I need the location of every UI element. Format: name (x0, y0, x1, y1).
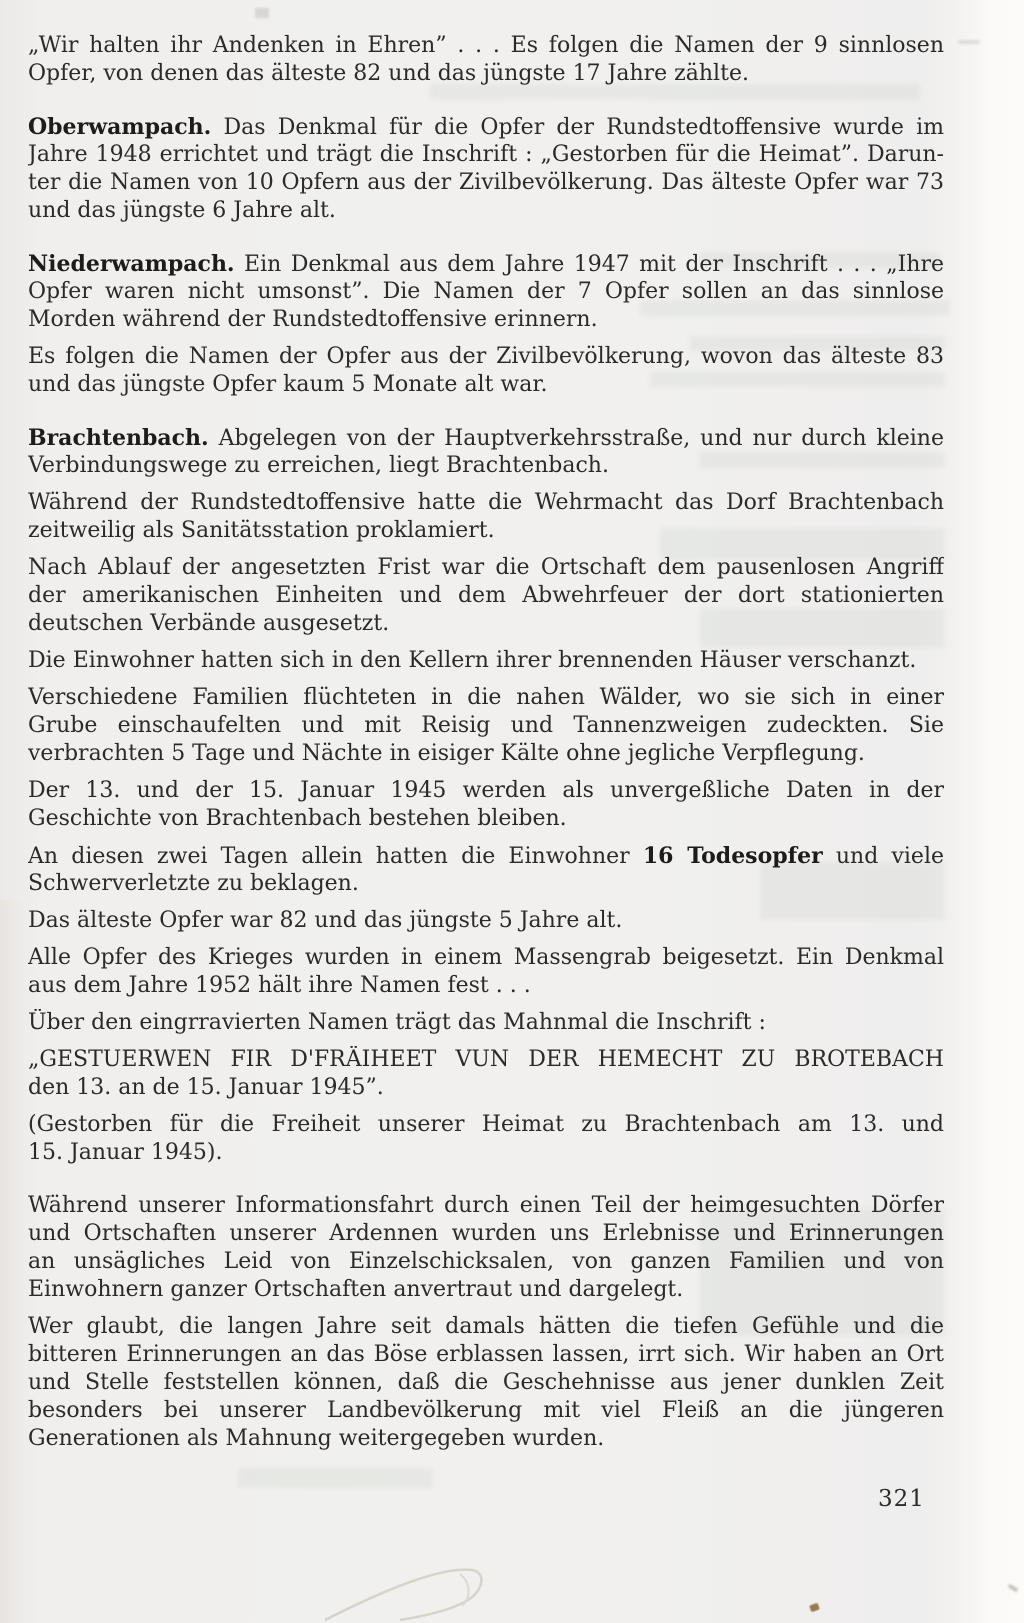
text-line (28, 684, 944, 712)
text-line (28, 343, 944, 371)
text-line (28, 1313, 944, 1341)
paragraph-ueber-den-namen (28, 1009, 944, 1037)
text-line (28, 1139, 944, 1167)
scan-speck (809, 1603, 820, 1613)
text-line (28, 1074, 944, 1102)
text-line (28, 1397, 944, 1425)
body-text: Das älteste Opfer war 82 und das jüngste 5 Jahre alt. (28, 908, 623, 933)
text-line (28, 489, 944, 517)
body-text: aus dem Jahre 1952 hält ihre Namen fest . . . (28, 973, 531, 998)
text-line (28, 306, 944, 334)
text-line (28, 424, 944, 452)
body-text: Während der Rundstedtoffensive hatte die Wehrmacht das Dorf Brachtenbach (28, 490, 944, 515)
paragraph-niederwampach (28, 250, 944, 334)
body-text: Das Denkmal für die Opfer der Rundstedtoffensive wurde im (211, 115, 944, 140)
text-line (28, 250, 944, 278)
body-text: und das jüngste 6 Jahre alt. (28, 198, 336, 223)
paragraph-brachtenbach (28, 424, 944, 480)
paragraph-wer-glaubt (28, 1313, 944, 1453)
text-line (28, 647, 944, 675)
text-line (28, 32, 944, 60)
text-line (28, 113, 944, 141)
text-column (28, 32, 944, 1462)
text-line (28, 805, 944, 833)
text-line (28, 371, 944, 399)
body-text: 15. Januar 1945). (28, 1140, 223, 1165)
paragraph-alle-opfer (28, 944, 944, 1000)
body-text: Wer glaubt, die langen Jahre seit damals hätten die tiefen Gefühle und die (28, 1314, 944, 1339)
bold-text: Brachtenbach. (28, 425, 209, 451)
body-text: Geschichte von Brachtenbach bestehen bleiben. (28, 806, 567, 831)
body-text: und viele (822, 844, 944, 869)
body-text: Verschiedene Familien flüchteten in die nahen Wälder, wo sie sich in einer (28, 685, 944, 710)
text-line (28, 278, 944, 306)
body-text: Grube einschaufelten und mit Reisig und Tannenzweigen zudeckten. Sie (28, 713, 944, 738)
scan-speck (958, 40, 980, 44)
body-text: An diesen zwei Tagen allein hatten die Einwohner (28, 844, 643, 869)
text-line (28, 907, 944, 935)
text-line (28, 1009, 944, 1037)
body-text: Einwohnern ganzer Ortschaften anvertraut und dargelegt. (28, 1277, 684, 1302)
body-text: und Ortschaften unserer Ardennen wurden uns Erlebnisse und Erinnerungen (28, 1221, 944, 1246)
body-text: besonders bei unserer Landbevölkerung mit viel Fleiß an die jüngeren (28, 1398, 944, 1423)
paragraph-die-einwohner (28, 647, 944, 675)
paragraph-verschiedene-familien (28, 684, 944, 768)
body-text: und das jüngste Opfer kaum 5 Monate alt war. (28, 372, 548, 397)
bold-text: Oberwampach. (28, 114, 212, 140)
paragraph-der-13-und-15 (28, 777, 944, 833)
body-text: verbrachten 5 Tage und Nächte in eisiger Kälte ohne jegliche Verpflegung. (28, 741, 865, 766)
text-line (28, 712, 944, 740)
body-text: „GESTUERWEN FIR D'FRÄIHEET VUN DER HEMECHT ZU BROTEBACH (28, 1047, 944, 1072)
body-text: Es folgen die Namen der Opfer aus der Zivilbevölkerung, wovon das älteste 83 (28, 344, 944, 369)
text-line (28, 1369, 944, 1397)
text-line (28, 842, 944, 870)
body-text: Jahre 1948 errichtet und trägt die Inschrift : „Gestorben für die Heimat”. Darun- (28, 142, 944, 167)
text-line (28, 141, 944, 169)
text-line (28, 582, 944, 610)
text-line (28, 1341, 944, 1369)
body-text: Opfer waren nicht umsonst”. Die Namen der 7 Opfer sollen an das sinnlose (28, 279, 944, 304)
text-line (28, 169, 944, 197)
text-line (28, 554, 944, 582)
text-line (28, 1111, 944, 1139)
paragraph-es-folgen (28, 343, 944, 399)
body-text: ter die Namen von 10 Opfern aus der Zivilbevölkerung. Das älteste Opfer war 73 (28, 170, 944, 195)
body-text: den 13. an de 15. Januar 1945”. (28, 1075, 384, 1100)
text-line (28, 870, 944, 898)
body-text: (Gestorben für die Freiheit unserer Heimat zu Brachtenbach am 13. und (28, 1112, 944, 1137)
body-text: Der 13. und der 15. Januar 1945 werden als unvergeßliche Daten in der (28, 778, 944, 803)
body-text: „Wir halten ihr Andenken in Ehren” . . . Es folgen die Namen der 9 sinnlosen (28, 33, 944, 58)
page-number: 321 (878, 1486, 925, 1512)
text-line (28, 944, 944, 972)
text-line (28, 1425, 944, 1453)
page-edge-shading (0, 900, 26, 1623)
body-text: zeitweilig als Sanitätsstation proklamiert. (28, 518, 495, 543)
scan-speck (255, 8, 269, 18)
paragraph-nach-ablauf (28, 554, 944, 638)
text-line (28, 972, 944, 1000)
text-line (28, 1248, 944, 1276)
paragraph-inschrift-letzebuergesch (28, 1046, 944, 1102)
scan-speck (1008, 1584, 1019, 1592)
text-line (28, 610, 944, 638)
body-text: und Stelle feststellen können, daß die Geschehnisse aus jener dunklen Zeit (28, 1370, 944, 1395)
pencil-mark-artifact (320, 1552, 560, 1622)
paragraph-inschrift-uebersetzung (28, 1111, 944, 1167)
paragraph-an-diesen-zwei-tagen (28, 842, 944, 898)
body-text: Alle Opfer des Krieges wurden in einem Massengrab beigesetzt. Ein Denkmal (28, 945, 944, 970)
text-line (28, 452, 944, 480)
body-text: Verbindungswege zu erreichen, liegt Brachtenbach. (28, 453, 609, 478)
bold-text: 16 Todesopfer (642, 843, 823, 869)
body-text: Schwerverletzte zu beklagen. (28, 871, 359, 896)
text-line (28, 60, 944, 88)
text-line (28, 740, 944, 768)
text-line (28, 1046, 944, 1074)
body-text: Generationen als Mahnung weitergegeben wurden. (28, 1426, 605, 1451)
text-line (28, 1276, 944, 1304)
bold-text: Niederwampach. (28, 251, 235, 277)
body-text: Nach Ablauf der angesetzten Frist war die Ortschaft dem pausenlosen Angriff (28, 555, 944, 580)
text-line (28, 517, 944, 545)
body-text: an unsägliches Leid von Einzelschicksalen, von ganzen Familien und von (28, 1249, 944, 1274)
body-text: Morden während der Rundstedtoffensive erinnern. (28, 307, 598, 332)
paragraph-intro (28, 32, 944, 88)
body-text: Die Einwohner hatten sich in den Kellern ihrer brennenden Häuser verschanzt. (28, 648, 917, 673)
text-line (28, 197, 944, 225)
paragraph-oberwampach (28, 113, 944, 225)
body-text: Abgelegen von der Hauptverkehrsstraße, und nur durch kleine (208, 426, 944, 451)
text-line (28, 1192, 944, 1220)
body-text: Ein Denkmal aus dem Jahre 1947 mit der Inschrift . . . „Ihre (234, 252, 944, 277)
paragraph-waehrend-rundstedt (28, 489, 944, 545)
show-through-artifact (238, 1468, 433, 1488)
text-line (28, 1220, 944, 1248)
text-line (28, 777, 944, 805)
body-text: Opfer, von denen das älteste 82 und das jüngste 17 Jahre zählte. (28, 61, 749, 86)
body-text: Während unserer Informationsfahrt durch einen Teil der heimgesuchten Dörfer (28, 1193, 944, 1218)
paragraph-informationsfahrt (28, 1192, 944, 1304)
body-text: bitteren Erinnerungen an das Böse erblassen lassen, irrt sich. Wir haben an Ort (28, 1342, 944, 1367)
paragraph-das-aelteste-opfer (28, 907, 944, 935)
body-text: der amerikanischen Einheiten und dem Abwehrfeuer der dort stationierten (28, 583, 944, 608)
body-text: deutschen Verbände ausgesetzt. (28, 611, 390, 636)
body-text: Über den eingrravierten Namen trägt das Mahnmal die Inschrift : (28, 1010, 766, 1035)
